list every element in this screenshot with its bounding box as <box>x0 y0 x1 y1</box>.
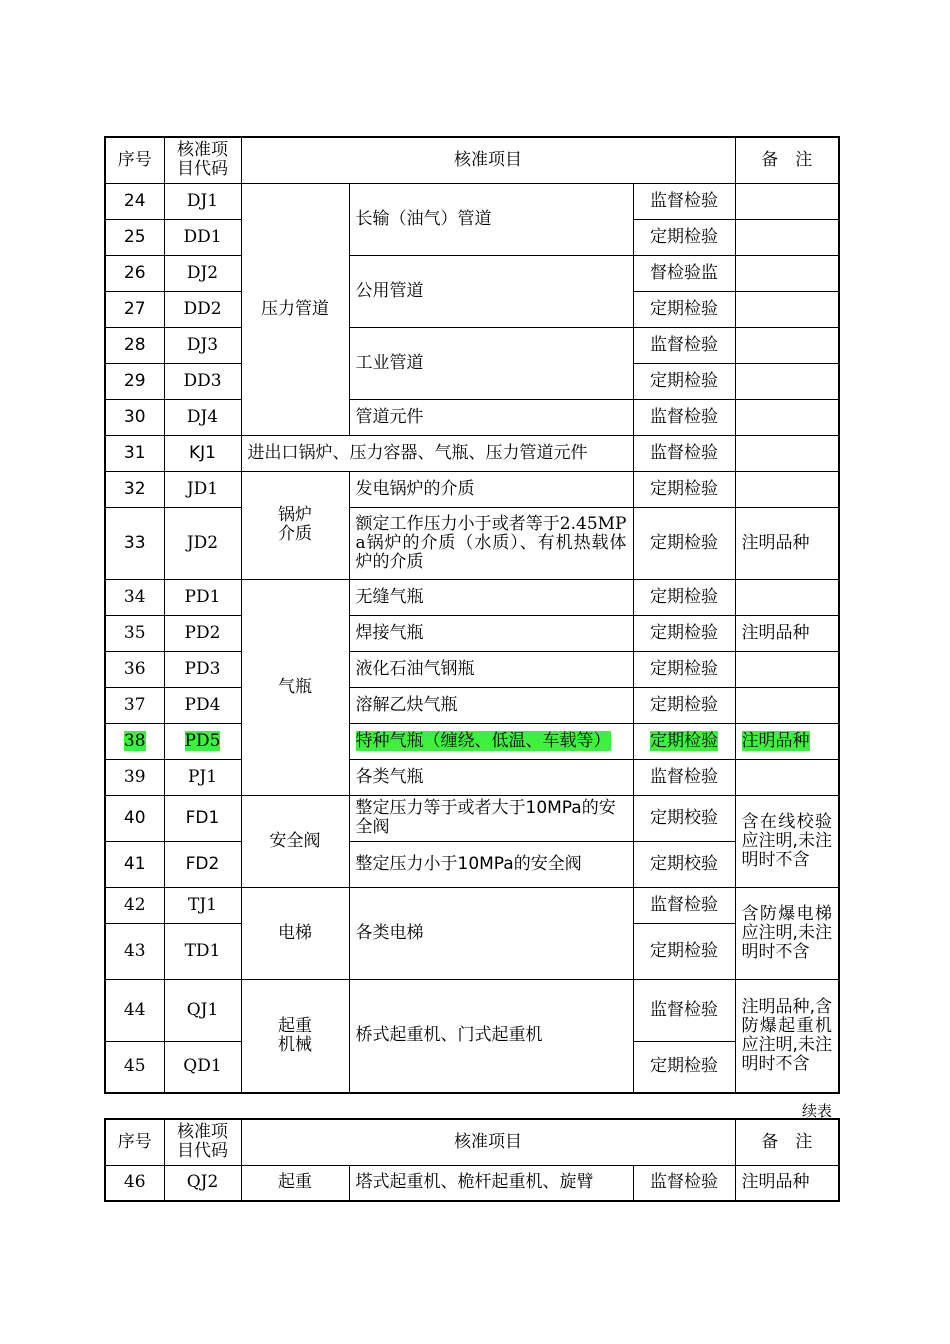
table-row <box>105 399 839 435</box>
row-item: 整定压力等于或者大于10MPa的安全阀 <box>349 795 633 841</box>
subitem-long-pipe: 长输（油气）管道 <box>349 183 633 255</box>
row-remark <box>735 183 839 219</box>
table-row <box>105 183 839 219</box>
row-item: 液化石油气钢瓶 <box>349 651 633 687</box>
table-row <box>105 327 839 363</box>
row-code: DD2 <box>164 291 241 327</box>
row-type: 监督检验 <box>633 1165 735 1201</box>
row-remark: 注明品种 <box>735 1165 839 1201</box>
row-seq: 41 <box>105 841 164 887</box>
row-item: 特种气瓶（缠绕、低温、车载等） <box>349 723 633 759</box>
row-seq: 37 <box>105 687 164 723</box>
row-remark: 含防爆电梯应注明,未注明时不含 <box>735 887 839 979</box>
row-code: PJ1 <box>164 759 241 795</box>
row-type: 监督检验 <box>633 979 735 1041</box>
row-type: 监督检验 <box>633 759 735 795</box>
subitem-crane-bridge: 桥式起重机、门式起重机 <box>349 979 633 1093</box>
row-remark: 注明品种 <box>735 723 839 759</box>
row-type: 定期检验 <box>633 615 735 651</box>
row-remark <box>735 399 839 435</box>
row-code: QJ1 <box>164 979 241 1041</box>
row-seq: 42 <box>105 887 164 923</box>
row-type: 定期检验 <box>633 923 735 979</box>
row-remark <box>735 687 839 723</box>
row-remark <box>735 291 839 327</box>
row-type: 定期检验 <box>633 291 735 327</box>
row-type: 定期检验 <box>633 579 735 615</box>
group-pressure-pipe: 压力管道 <box>241 183 349 435</box>
row-code: DD1 <box>164 219 241 255</box>
row-type: 定期检验 <box>633 687 735 723</box>
row-seq: 29 <box>105 363 164 399</box>
header-remark: 备 注 <box>735 1119 839 1165</box>
row-type: 监督检验 <box>633 327 735 363</box>
table-row <box>105 887 839 923</box>
row-code: DJ1 <box>164 183 241 219</box>
row-code: FD1 <box>164 795 241 841</box>
row-item: 发电锅炉的介质 <box>349 471 633 507</box>
row-type: 监督检验 <box>633 435 735 471</box>
header-remark: 备 注 <box>735 137 839 183</box>
table-row <box>105 255 839 291</box>
row-remark <box>735 651 839 687</box>
row-type: 定期检验 <box>633 507 735 579</box>
table-row <box>105 471 839 507</box>
header-seq: 序号 <box>105 137 164 183</box>
row-item: 各类气瓶 <box>349 759 633 795</box>
row-seq: 24 <box>105 183 164 219</box>
header-seq: 序号 <box>105 1119 164 1165</box>
table-row <box>105 1165 839 1201</box>
header-code: 核准项目代码 <box>164 1119 241 1165</box>
row-seq: 43 <box>105 923 164 979</box>
row-remark <box>735 471 839 507</box>
row-seq: 30 <box>105 399 164 435</box>
table-row <box>105 507 839 579</box>
row-seq: 33 <box>105 507 164 579</box>
row-type: 定期检验 <box>633 1041 735 1093</box>
row-seq: 27 <box>105 291 164 327</box>
group-elevator: 电梯 <box>241 887 349 979</box>
row-remark <box>735 219 839 255</box>
row-code: PD4 <box>164 687 241 723</box>
row-item: 整定压力小于10MPa的安全阀 <box>349 841 633 887</box>
row-seq: 31 <box>105 435 164 471</box>
row-type: 监督检验 <box>633 183 735 219</box>
row-type: 定期检验 <box>633 723 735 759</box>
row-seq: 44 <box>105 979 164 1041</box>
row-type: 定期校验 <box>633 795 735 841</box>
row-seq: 46 <box>105 1165 164 1201</box>
row-seq: 45 <box>105 1041 164 1093</box>
row-type: 督检验监 <box>633 255 735 291</box>
row-type: 定期检验 <box>633 471 735 507</box>
row-remark <box>735 759 839 795</box>
row-code: PD1 <box>164 579 241 615</box>
row-type: 定期检验 <box>633 363 735 399</box>
row-type: 监督检验 <box>633 399 735 435</box>
row-item: 进出口锅炉、压力容器、气瓶、压力管道元件 <box>241 435 633 471</box>
subitem-pipe-parts: 管道元件 <box>349 399 633 435</box>
row-code: TD1 <box>164 923 241 979</box>
table-row <box>105 841 839 887</box>
table-row <box>105 759 839 795</box>
row-code: QD1 <box>164 1041 241 1093</box>
row-remark <box>735 579 839 615</box>
group-crane2: 起重 <box>241 1165 349 1201</box>
row-remark: 注明品种 <box>735 507 839 579</box>
row-item: 额定工作压力小于或者等于2.45MPa锅炉的介质（水质）、有机热载体炉的介质 <box>349 507 633 579</box>
row-code: PD5 <box>164 723 241 759</box>
row-code: JD2 <box>164 507 241 579</box>
row-seq: 35 <box>105 615 164 651</box>
group-boiler-medium-label: 锅炉介质 <box>241 471 349 579</box>
row-code: PD3 <box>164 651 241 687</box>
row-remark: 注明品种 <box>735 615 839 651</box>
row-seq: 32 <box>105 471 164 507</box>
table-row-highlighted <box>105 723 839 759</box>
row-remark <box>735 327 839 363</box>
row-seq: 34 <box>105 579 164 615</box>
row-remark: 注明品种,含防爆起重机应注明,未注明时不含 <box>735 979 839 1093</box>
header-item: 核准项目 <box>241 137 735 183</box>
row-remark <box>735 363 839 399</box>
row-seq: 26 <box>105 255 164 291</box>
subitem-elevator-all: 各类电梯 <box>349 887 633 979</box>
row-code: PD2 <box>164 615 241 651</box>
continued-label: 续表 <box>802 1102 833 1120</box>
table-row <box>105 651 839 687</box>
row-code: DD3 <box>164 363 241 399</box>
row-seq: 28 <box>105 327 164 363</box>
table-row <box>105 615 839 651</box>
row-seq: 36 <box>105 651 164 687</box>
row-code: DJ3 <box>164 327 241 363</box>
table-row <box>105 687 839 723</box>
row-code: DJ4 <box>164 399 241 435</box>
row-code: TJ1 <box>164 887 241 923</box>
row-item: 无缝气瓶 <box>349 579 633 615</box>
table-header-row <box>105 1119 839 1165</box>
row-type: 监督检验 <box>633 887 735 923</box>
row-code: FD2 <box>164 841 241 887</box>
row-remark: 含在线校验应注明,未注明时不含 <box>735 795 839 887</box>
group-safety-valve: 安全阀 <box>241 795 349 887</box>
table-header-row <box>105 137 839 183</box>
row-type: 定期检验 <box>633 219 735 255</box>
table-row <box>105 979 839 1041</box>
table-row <box>105 435 839 471</box>
inspection-table-continued <box>104 1118 840 1202</box>
row-code: KJ1 <box>164 435 241 471</box>
subitem-public-pipe: 公用管道 <box>349 255 633 327</box>
row-code: QJ2 <box>164 1165 241 1201</box>
group-crane: 起重机械 <box>241 979 349 1093</box>
row-code: DJ2 <box>164 255 241 291</box>
row-code: JD1 <box>164 471 241 507</box>
header-item: 核准项目 <box>241 1119 735 1165</box>
row-item: 塔式起重机、桅杆起重机、旋臂 <box>349 1165 633 1201</box>
row-item: 焊接气瓶 <box>349 615 633 651</box>
row-seq: 39 <box>105 759 164 795</box>
subitem-industrial-pipe: 工业管道 <box>349 327 633 399</box>
row-remark <box>735 435 839 471</box>
row-seq: 40 <box>105 795 164 841</box>
table-row <box>105 579 839 615</box>
table-row <box>105 795 839 841</box>
inspection-table <box>104 136 840 1094</box>
row-item: 溶解乙炔气瓶 <box>349 687 633 723</box>
group-cylinder: 气瓶 <box>241 579 349 795</box>
row-type: 定期检验 <box>633 651 735 687</box>
row-remark <box>735 255 839 291</box>
row-seq: 38 <box>105 723 164 759</box>
row-seq: 25 <box>105 219 164 255</box>
header-code: 核准项目代码 <box>164 137 241 183</box>
row-type: 定期校验 <box>633 841 735 887</box>
